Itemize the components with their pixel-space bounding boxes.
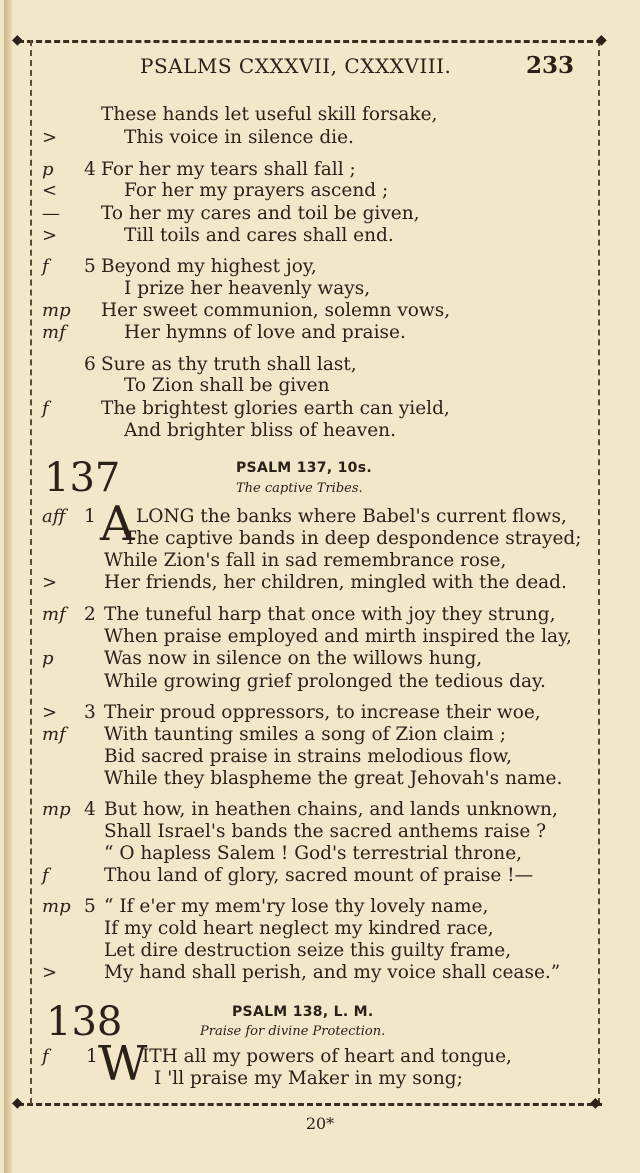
verse-line: If my cold heart neglect my kindred race, [104,918,494,939]
diamond-ornament-icon: ◆ [590,1095,601,1111]
dynamic-mark: aff [42,506,66,527]
verse-line: I 'll praise my Maker in my song; [154,1068,463,1089]
dynamic-mark: — [42,203,60,224]
verse-line: These hands let useful skill forsake, [101,104,438,125]
verse-line: Bid sacred praise in strains melodious flow, [104,746,513,767]
dynamic-mark: > [42,962,58,983]
dynamic-mark: > [42,225,58,246]
dynamic-mark: > [42,702,58,723]
verse-line: This voice in silence die. [124,127,354,148]
verse-number: 1 [84,506,96,527]
dynamic-mark: f [42,256,49,277]
verse-line: “ O hapless Salem ! God's terrestrial throne, [104,843,523,864]
verse-number: 4 [84,159,96,180]
verse-line: For her my tears shall fall ; [101,159,356,180]
dynamic-mark: p [42,159,54,180]
verse-line: While growing grief prolonged the tedious day. [104,671,546,692]
dynamic-mark: f [42,398,49,419]
verse-line: While they blaspheme the great Jehovah's name. [104,768,563,789]
diamond-ornament-icon: ◆ [12,1095,23,1111]
verse-number: 3 [84,702,96,723]
verse-line: Her hymns of love and praise. [124,322,406,343]
verse-line: Let dire destruction seize this guilty frame, [104,940,512,961]
dynamic-mark: f [42,865,49,886]
diamond-ornament-icon: ◆ [12,32,23,48]
psalm-137-dropcap: A [100,496,135,552]
dynamic-mark: < [42,180,58,201]
verse-line: To her my cares and toil be given, [101,203,420,224]
verse-line: Shall Israel's bands the sacred anthems raise ? [104,821,547,842]
verse-number: 5 [84,896,96,917]
verse-line: The tuneful harp that once with joy they strung, [104,604,556,625]
page-number: 233 [525,52,574,79]
dynamic-mark: mp [42,896,71,917]
psalm-138-title: PSALM 138, L. M. [232,1004,374,1020]
dynamic-mark: mp [42,300,71,321]
verse-line: My hand shall perish, and my voice shall cease.” [104,962,561,983]
verse-number: 1 [86,1046,98,1067]
verse-number: 5 [84,256,96,277]
verse-line: The brightest glories earth can yield, [101,398,450,419]
verse-line: Sure as thy truth shall last, [101,354,357,375]
verse-line: Till toils and cares shall end. [124,225,394,246]
verse-line: I prize her heavenly ways, [124,278,371,299]
dynamic-mark: mf [42,604,66,625]
verse-line: Their proud oppressors, to increase their woe, [104,702,541,723]
page-header [140,54,580,84]
verse-line: Thou land of glory, sacred mount of praise !— [104,865,534,886]
right-rule [598,40,600,1104]
verse-line: With taunting smiles a song of Zion claim ; [104,724,506,745]
dynamic-mark: mf [42,322,66,343]
verse-line: LONG the banks where Babel's current flows, [136,506,567,527]
verse-line: But how, in heathen chains, and lands unknown, [104,799,558,820]
dynamic-mark: > [42,572,58,593]
verse-line: The captive bands in deep despondence strayed; [124,528,582,549]
bottom-rule [18,1103,602,1106]
diamond-ornament-icon: ◆ [596,32,607,48]
verse-line: Beyond my highest joy, [101,256,317,277]
verse-line: When praise employed and mirth inspired the lay, [104,626,572,647]
psalm-138-number: 138 [46,999,123,1045]
running-title: PSALMS CXXXVII, CXXXVIII. [140,54,452,78]
dynamic-mark: p [42,648,54,669]
page-edge [4,0,12,1173]
verse-number: 4 [84,799,96,820]
verse-line: To Zion shall be given [124,375,330,396]
signature-mark: 20* [305,1114,335,1133]
verse-line: ITH all my powers of heart and tongue, [142,1046,512,1067]
psalm-137-number: 137 [44,455,121,501]
dynamic-mark: > [42,127,58,148]
psalm-137-title: PSALM 137, 10s. [236,460,372,476]
verse-line: Her friends, her children, mingled with the dead. [104,572,567,593]
verse-line: Was now in silence on the willows hung, [104,648,483,669]
verse-line: Her sweet communion, solemn vows, [101,300,451,321]
verse-line: For her my prayers ascend ; [124,180,389,201]
dynamic-mark: mf [42,724,66,745]
left-rule [30,40,32,1104]
psalm-137-subtitle: The captive Tribes. [236,481,363,496]
psalm-138-subtitle: Praise for divine Protection. [200,1024,386,1039]
verse-number: 6 [84,354,96,375]
psalm-138-dropcap: W [98,1036,148,1092]
verse-line: While Zion's fall in sad remembrance rose, [104,550,507,571]
top-rule [18,40,602,43]
verse-number: 2 [84,604,96,625]
verse-line: And brighter bliss of heaven. [124,420,396,441]
dynamic-mark: f [42,1046,49,1067]
dynamic-mark: mp [42,799,71,820]
verse-line: “ If e'er my mem'ry lose thy lovely name, [104,896,489,917]
